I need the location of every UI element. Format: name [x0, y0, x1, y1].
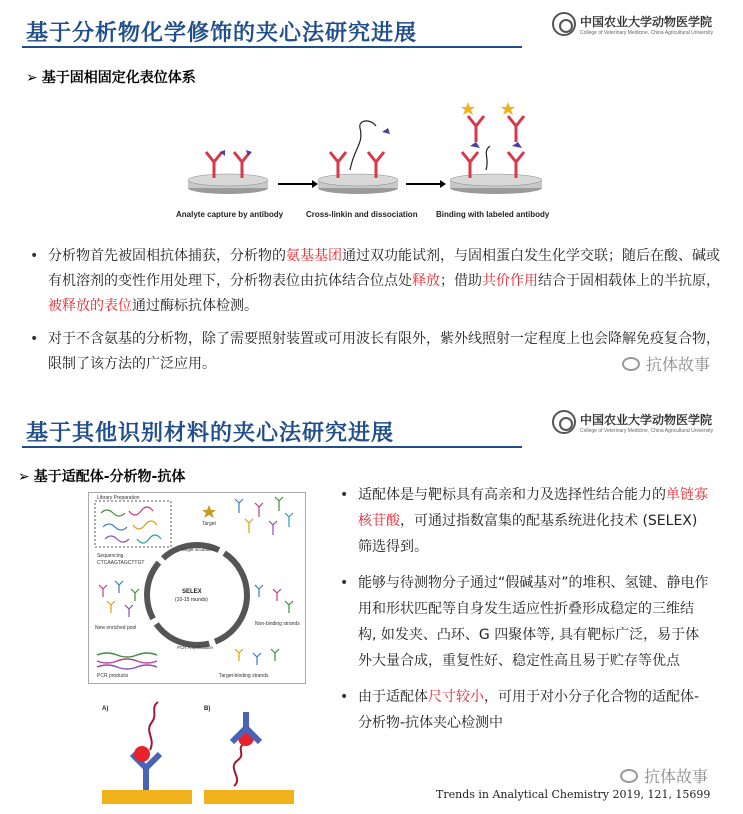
caption-crosslink: Cross-linkin and dissociation	[306, 210, 418, 219]
label-panel-b: B)	[204, 706, 211, 712]
label-sequencing: Sequencing	[97, 553, 124, 559]
watermark: 抗体故事	[622, 352, 710, 375]
university-emblem-icon	[552, 12, 576, 36]
bullet-list	[340, 482, 710, 736]
logo-subtitle: College of Veterinary Medicine, China Agricultural University	[580, 427, 714, 434]
stage-crosslink	[318, 121, 398, 194]
label-panel-a: A)	[102, 706, 109, 712]
stage-labeled-binding	[450, 102, 542, 194]
slide-title: 基于分析物化学修饰的夹心法研究进展	[26, 20, 418, 46]
university-logo	[552, 12, 713, 36]
arrow-bullet-icon: ➢	[26, 70, 38, 86]
analyte	[134, 746, 150, 762]
crosslinker	[350, 121, 376, 170]
wechat-icon	[622, 357, 640, 371]
slide-chemical-modification	[0, 0, 743, 400]
stage-capture	[188, 150, 268, 194]
title-underline	[22, 446, 522, 448]
label-non-binding-strands: Non-binding strands	[255, 621, 300, 627]
immobilized-epitope-schematic	[186, 98, 566, 208]
slide-title: 基于其他识别材料的夹心法研究进展	[26, 420, 395, 446]
enzyme-label-star-icon	[461, 102, 475, 115]
bullet-list	[30, 244, 720, 377]
university-emblem-icon	[552, 410, 576, 434]
label-pcr-products: PCR products	[97, 673, 129, 679]
aptamer	[149, 702, 158, 750]
enzyme-label-star-icon	[501, 102, 515, 115]
label-sequence: CTCAAGTAGCTTGT	[97, 560, 145, 566]
slide-other-recognition-materials	[0, 400, 743, 814]
aptamer	[234, 744, 244, 786]
title-underline	[22, 46, 522, 48]
labeled-antibody	[508, 116, 524, 142]
label-target: Target	[202, 521, 216, 527]
bullet-aptamer-definition: • 适配体是与靶标具有高亲和力及选择性结合能力的单链寡核苷酸，可通过指数富集的配基系统进化技术 (SELEX) 筛选得到。	[340, 482, 710, 560]
label-library-preparation: Library Preparation	[97, 495, 140, 501]
selex-cycle	[147, 545, 247, 645]
logo-name: 中国农业大学动物医学院	[580, 412, 713, 427]
caption-capture: Analyte capture by antibody	[176, 210, 284, 219]
university-logo	[552, 410, 713, 434]
label-rounds: (10-15 rounds)	[175, 597, 208, 603]
label-selex: SELEX	[182, 589, 202, 595]
caption-labeled-binding: Binding with labeled antibody	[436, 210, 550, 219]
logo-subtitle: College of Veterinary Medicine, China Agricultural University	[580, 29, 714, 36]
watermark: 抗体故事	[620, 764, 708, 787]
label-target-incubation: Target incubation	[181, 547, 216, 552]
target-star-icon	[202, 505, 216, 518]
reference-citation: Trends in Analytical Chemistry 2019, 121, 15699	[436, 788, 711, 801]
bullet-aptamer-properties: • 能够与待测物分子通过“假碱基对”的堆积、氢键、静电作用和形状匹配等自身发生适应性折叠形成稳定的三维结构, 如发夹、凸环、G 四聚体等, 具有靶标广泛，易于体外大量合成，重复性好、稳定性高且易于贮存等优点	[340, 570, 710, 674]
panel-b	[204, 712, 294, 804]
bullet-small-molecule: • 由于适配体尺寸较小，可用于对小分子化合物的适配体-分析物-抗体夹心检测中	[340, 684, 710, 736]
arrow-bullet-icon: ➢	[18, 469, 30, 485]
label-pcr-amplification: PCR Amplification	[177, 645, 214, 650]
selex-diagram	[88, 492, 306, 684]
section-subheading: ➢ 基于适配体-分析物-抗体	[18, 469, 186, 485]
label-target-binding-strands: Target-binding strands	[219, 673, 269, 679]
labeled-antibody	[468, 116, 484, 142]
logo-name: 中国农业大学动物医学院	[580, 14, 713, 29]
section-subheading: ➢ 基于固相固定化表位体系	[26, 70, 196, 86]
bullet-mechanism: • 分析物首先被固相抗体捕获，分析物的氨基基团通过双功能试剂，与固相蛋白发生化学交联；随后在酸、碱或有机溶剂的变性作用处理下，分析物表位由抗体结合位点处释放；借助共价作用结合于固相载体上的半抗原，被释放的表位通过酶标抗体检测。	[30, 244, 720, 319]
wechat-icon	[620, 769, 638, 783]
label-new-enriched-pool: New enriched pool	[95, 625, 137, 631]
aptamer-sandwich-schematic	[100, 698, 300, 808]
panel-a	[102, 702, 192, 804]
bullet-limitation: • 对于不含氨基的分析物，除了需要照射装置或可用波长有限外，紫外线照射一定程度上也会降解免疫复合物，限制了该方法的广泛应用。	[30, 327, 720, 377]
